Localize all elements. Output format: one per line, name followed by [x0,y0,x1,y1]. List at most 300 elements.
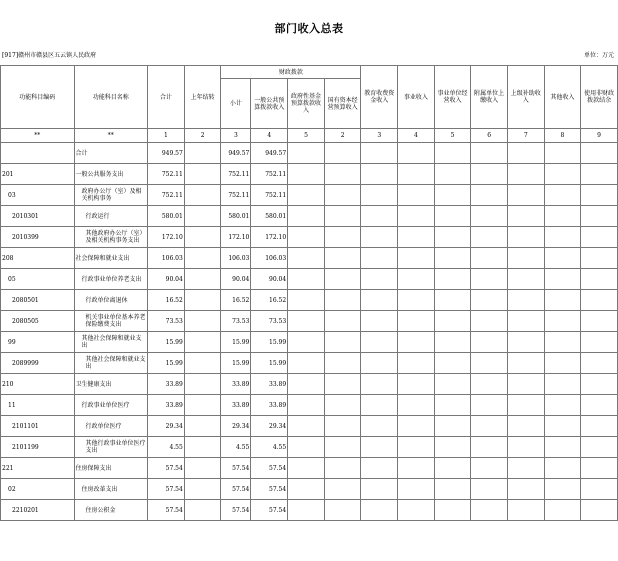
empty-cell [581,416,618,437]
index-cell: 7 [507,129,544,143]
table-row [1,248,618,269]
code-cell: 2080505 [1,311,75,332]
empty-cell [184,227,221,248]
index-cell: ** [74,129,147,143]
name-cell: 行政单位离退休 [74,290,147,311]
org-name: [917]赣州市赣县区五云镇人民政府 [2,52,97,59]
empty-cell [324,437,361,458]
empty-cell [398,374,435,395]
gen-cell: 752.11 [251,185,288,206]
empty-cell [184,353,221,374]
empty-cell [398,458,435,479]
name-cell: 行政事业单位养老支出 [74,269,147,290]
subtotal-cell: 33.89 [221,395,251,416]
empty-cell [288,227,325,248]
total-cell: 57.54 [147,500,184,521]
empty-cell [398,353,435,374]
empty-cell [324,290,361,311]
empty-cell [544,416,581,437]
table-row [1,437,618,458]
empty-cell [507,248,544,269]
gen-cell: 580.01 [251,206,288,227]
empty-cell [544,248,581,269]
empty-cell [471,332,508,353]
empty-cell [581,479,618,500]
gen-cell: 4.55 [251,437,288,458]
total-cell: 73.53 [147,311,184,332]
subtotal-cell: 106.03 [221,248,251,269]
empty-cell [398,416,435,437]
empty-cell [471,269,508,290]
index-cell: 3 [361,129,398,143]
empty-cell [507,374,544,395]
name-cell: 其他社会保障和就业支出 [74,353,147,374]
empty-cell [471,227,508,248]
index-cell: 9 [581,129,618,143]
empty-cell [324,458,361,479]
empty-cell [434,416,471,437]
empty-cell [434,311,471,332]
empty-cell [288,500,325,521]
total-cell: 16.52 [147,290,184,311]
empty-cell [184,416,221,437]
empty-cell [288,353,325,374]
empty-cell [434,353,471,374]
index-row [1,129,618,143]
table-row [1,416,618,437]
income-table [0,65,618,521]
table-row [1,227,618,248]
empty-cell [288,437,325,458]
empty-cell [361,353,398,374]
total-cell: 752.11 [147,164,184,185]
empty-cell [324,143,361,164]
empty-cell [434,290,471,311]
empty-cell [398,248,435,269]
empty-cell [398,395,435,416]
subtotal-cell: 15.99 [221,353,251,374]
name-cell: 其他行政事业单位医疗支出 [74,437,147,458]
name-cell: 住房改革支出 [74,479,147,500]
subtotal-cell: 172.10 [221,227,251,248]
gen-cell: 752.11 [251,164,288,185]
gen-cell: 33.89 [251,395,288,416]
empty-cell [471,290,508,311]
empty-cell [434,500,471,521]
empty-cell [184,143,221,164]
empty-cell [544,269,581,290]
code-cell: 2089999 [1,353,75,374]
gen-cell: 15.99 [251,353,288,374]
empty-cell [184,500,221,521]
name-cell: 合计 [74,143,147,164]
total-cell: 4.55 [147,437,184,458]
empty-cell [324,164,361,185]
empty-cell [288,395,325,416]
subtotal-cell: 16.52 [221,290,251,311]
table-row [1,500,618,521]
empty-cell [544,479,581,500]
table-row [1,395,618,416]
total-cell: 29.34 [147,416,184,437]
code-cell: 201 [1,164,75,185]
gen-cell: 29.34 [251,416,288,437]
empty-cell [471,395,508,416]
empty-cell [581,227,618,248]
subtotal-cell: 752.11 [221,164,251,185]
empty-cell [184,269,221,290]
empty-cell [507,437,544,458]
header-non-fiscal: 使用非财政拨款结余 [581,66,618,129]
empty-cell [507,164,544,185]
code-cell: 2080501 [1,290,75,311]
name-cell: 社会保障和就业支出 [74,248,147,269]
code-cell: 2010399 [1,227,75,248]
empty-cell [288,479,325,500]
empty-cell [544,227,581,248]
gen-cell: 73.53 [251,311,288,332]
gen-cell: 57.54 [251,500,288,521]
empty-cell [544,206,581,227]
header-code: 功能科目编码 [1,66,75,129]
empty-cell [471,185,508,206]
empty-cell [434,332,471,353]
name-cell: 政府办公厅（室）及相关机构事务 [74,185,147,206]
code-cell: 2101101 [1,416,75,437]
empty-cell [288,332,325,353]
empty-cell [581,164,618,185]
empty-cell [361,248,398,269]
subtotal-cell: 949.57 [221,143,251,164]
empty-cell [184,458,221,479]
empty-cell [361,164,398,185]
empty-cell [361,290,398,311]
empty-cell [288,458,325,479]
empty-cell [581,290,618,311]
empty-cell [184,479,221,500]
code-cell: 2010301 [1,206,75,227]
subtotal-cell: 752.11 [221,185,251,206]
subtotal-cell: 57.54 [221,458,251,479]
code-cell: 03 [1,185,75,206]
code-cell: 11 [1,395,75,416]
empty-cell [324,374,361,395]
empty-cell [288,374,325,395]
empty-cell [544,164,581,185]
empty-cell [581,269,618,290]
page-title: 部门收入总表 [274,22,344,35]
empty-cell [398,311,435,332]
empty-cell [361,206,398,227]
empty-cell [184,248,221,269]
empty-cell [434,248,471,269]
empty-cell [184,332,221,353]
name-cell: 住房保障支出 [74,458,147,479]
name-cell: 行政单位医疗 [74,416,147,437]
header-superior: 上级补助收入 [507,66,544,129]
name-cell: 一般公共服务支出 [74,164,147,185]
empty-cell [398,479,435,500]
empty-cell [471,143,508,164]
empty-cell [507,458,544,479]
empty-cell [324,269,361,290]
empty-cell [581,458,618,479]
subtotal-cell: 57.54 [221,479,251,500]
empty-cell [507,227,544,248]
empty-cell [324,311,361,332]
gen-cell: 15.99 [251,332,288,353]
header-name: 功能科目名称 [74,66,147,129]
empty-cell [471,458,508,479]
header-carry: 上年结转 [184,66,221,129]
empty-cell [544,395,581,416]
header-affiliate: 附属单位上缴收入 [471,66,508,129]
empty-cell [361,143,398,164]
empty-cell [324,332,361,353]
empty-cell [434,437,471,458]
empty-cell [507,143,544,164]
subtotal-cell: 73.53 [221,311,251,332]
empty-cell [544,311,581,332]
empty-cell [581,437,618,458]
empty-cell [361,479,398,500]
empty-cell [184,311,221,332]
code-cell: 2101199 [1,437,75,458]
empty-cell [471,311,508,332]
empty-cell [544,458,581,479]
empty-cell [398,185,435,206]
table-row [1,143,618,164]
empty-cell [324,479,361,500]
index-cell: 6 [471,129,508,143]
empty-cell [544,290,581,311]
empty-cell [434,164,471,185]
empty-cell [581,311,618,332]
total-cell: 949.57 [147,143,184,164]
empty-cell [184,290,221,311]
index-cell: 4 [251,129,288,143]
empty-cell [544,500,581,521]
index-cell: ** [1,129,75,143]
index-cell: 4 [398,129,435,143]
code-cell: 2210201 [1,500,75,521]
empty-cell [184,437,221,458]
empty-cell [581,500,618,521]
empty-cell [581,143,618,164]
empty-cell [361,269,398,290]
empty-cell [544,185,581,206]
empty-cell [288,311,325,332]
empty-cell [361,374,398,395]
empty-cell [471,206,508,227]
empty-cell [324,248,361,269]
subtotal-cell: 580.01 [221,206,251,227]
empty-cell [184,185,221,206]
table-row [1,290,618,311]
empty-cell [434,227,471,248]
total-cell: 90.04 [147,269,184,290]
index-cell: 5 [288,129,325,143]
empty-cell [507,311,544,332]
empty-cell [288,143,325,164]
empty-cell [324,500,361,521]
empty-cell [581,206,618,227]
empty-cell [361,437,398,458]
empty-cell [361,311,398,332]
empty-cell [398,290,435,311]
total-cell: 752.11 [147,185,184,206]
subtotal-cell: 4.55 [221,437,251,458]
empty-cell [544,437,581,458]
empty-cell [398,437,435,458]
header-state-capital: 国有资本经营预算收入 [324,79,361,129]
empty-cell [361,395,398,416]
empty-cell [324,206,361,227]
header-other: 其他收入 [544,66,581,129]
empty-cell [581,248,618,269]
header-biz-income: 事业收入 [398,66,435,129]
empty-cell [507,332,544,353]
table-row [1,206,618,227]
empty-cell [361,185,398,206]
empty-cell [471,353,508,374]
gen-cell: 949.57 [251,143,288,164]
code-cell: 99 [1,332,75,353]
empty-cell [471,416,508,437]
header-edu-fee: 教育收费资金收入 [361,66,398,129]
name-cell: 行政事业单位医疗 [74,395,147,416]
empty-cell [398,332,435,353]
empty-cell [398,269,435,290]
empty-cell [507,206,544,227]
gen-cell: 172.10 [251,227,288,248]
empty-cell [361,500,398,521]
empty-cell [184,374,221,395]
table-row [1,164,618,185]
empty-cell [434,395,471,416]
subtotal-cell: 29.34 [221,416,251,437]
name-cell: 其他社会保障和就业支出 [74,332,147,353]
empty-cell [544,374,581,395]
subtotal-cell: 57.54 [221,500,251,521]
empty-cell [581,332,618,353]
total-cell: 57.54 [147,479,184,500]
empty-cell [434,458,471,479]
code-cell: 210 [1,374,75,395]
empty-cell [434,374,471,395]
table-row [1,332,618,353]
empty-cell [581,353,618,374]
table-row [1,311,618,332]
empty-cell [288,269,325,290]
name-cell: 住房公积金 [74,500,147,521]
code-cell: 02 [1,479,75,500]
header-biz-unit: 事业单位经营收入 [434,66,471,129]
total-cell: 580.01 [147,206,184,227]
table-row [1,185,618,206]
empty-cell [434,479,471,500]
empty-cell [324,185,361,206]
empty-cell [184,206,221,227]
empty-cell [398,143,435,164]
total-cell: 33.89 [147,374,184,395]
empty-cell [507,290,544,311]
empty-cell [288,164,325,185]
empty-cell [507,395,544,416]
empty-cell [471,500,508,521]
name-cell: 其他政府办公厅（室）及相关机构事务支出 [74,227,147,248]
empty-cell [288,185,325,206]
empty-cell [544,143,581,164]
code-cell [1,143,75,164]
subtotal-cell: 90.04 [221,269,251,290]
table-row [1,374,618,395]
empty-cell [507,353,544,374]
empty-cell [507,416,544,437]
empty-cell [324,416,361,437]
empty-cell [507,269,544,290]
gen-cell: 90.04 [251,269,288,290]
gen-cell: 106.03 [251,248,288,269]
empty-cell [471,248,508,269]
empty-cell [434,206,471,227]
empty-cell [507,479,544,500]
total-cell: 172.10 [147,227,184,248]
empty-cell [434,143,471,164]
table-row [1,353,618,374]
empty-cell [544,332,581,353]
index-cell: 2 [324,129,361,143]
name-cell: 机关事业单位基本养老保险缴费支出 [74,311,147,332]
empty-cell [581,374,618,395]
table-row [1,479,618,500]
total-cell: 15.99 [147,332,184,353]
empty-cell [581,185,618,206]
empty-cell [324,353,361,374]
empty-cell [471,437,508,458]
empty-cell [471,164,508,185]
unit-label: 单位：万元 [583,52,614,59]
empty-cell [288,206,325,227]
empty-cell [544,353,581,374]
empty-cell [324,395,361,416]
empty-cell [361,227,398,248]
empty-cell [434,269,471,290]
empty-cell [288,248,325,269]
subtotal-cell: 15.99 [221,332,251,353]
index-cell: 2 [184,129,221,143]
empty-cell [471,479,508,500]
code-cell: 05 [1,269,75,290]
empty-cell [398,500,435,521]
empty-cell [361,332,398,353]
total-cell: 106.03 [147,248,184,269]
empty-cell [507,185,544,206]
name-cell: 行政运行 [74,206,147,227]
empty-cell [471,374,508,395]
empty-cell [288,290,325,311]
empty-cell [398,206,435,227]
gen-cell: 57.54 [251,458,288,479]
header-fiscal: 财政拨款 [221,66,361,79]
gen-cell: 16.52 [251,290,288,311]
code-cell: 208 [1,248,75,269]
empty-cell [507,500,544,521]
name-cell: 卫生健康支出 [74,374,147,395]
header-subtotal: 小计 [221,79,251,129]
empty-cell [398,227,435,248]
index-cell: 5 [434,129,471,143]
